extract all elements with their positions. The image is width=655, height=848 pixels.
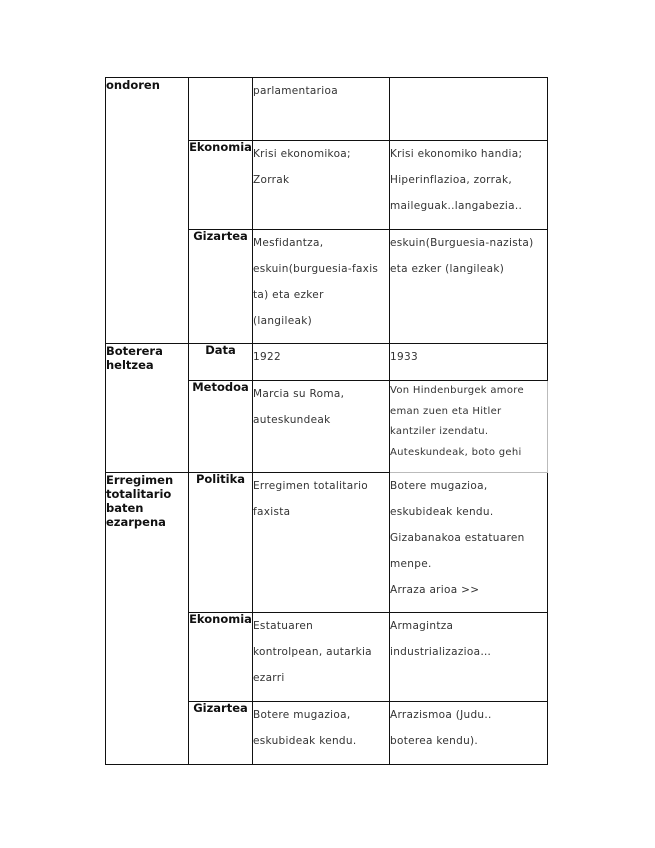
table-row <box>106 473 548 613</box>
table-row <box>106 344 548 381</box>
germany-cell: Von Hindenburgek amore eman zuen eta Hitler kantziler izendatu. Auteskundeak, boto gehi <box>390 381 548 473</box>
history-comparison-table <box>105 77 548 765</box>
category-cell: Erregimen totalitario baten ezarpena <box>106 473 189 765</box>
subcategory-cell: Gizartea <box>189 702 253 765</box>
italy-cell: Marcia su Roma, auteskundeak <box>253 381 390 473</box>
table-row <box>106 78 548 141</box>
italy-cell: Krisi ekonomikoa; Zorrak <box>253 141 390 230</box>
italy-cell: Estatuaren kontrolpean, autarkia ezarri <box>253 613 390 702</box>
germany-cell: Arrazismoa (Judu.. boterea kendu). <box>390 702 548 765</box>
germany-cell: Armagintza industrializazioa… <box>390 613 548 702</box>
italy-cell: Erregimen totalitario faxista <box>253 473 390 613</box>
italy-cell: Mesfidantza, eskuin(burguesia-faxis ta) eta ezker (langileak) <box>253 230 390 344</box>
germany-cell: eskuin(Burguesia-nazista) eta ezker (langileak) <box>390 230 548 344</box>
italy-cell: 1922 <box>253 344 390 381</box>
italy-cell: parlamentarioa <box>253 78 390 141</box>
germany-cell: Krisi ekonomiko handia; Hiperinflazioa, zorrak, maileguak..langabezia.. <box>390 141 548 230</box>
category-cell: ondoren <box>106 78 189 344</box>
germany-cell: 1933 <box>390 344 548 381</box>
subcategory-cell <box>189 78 253 141</box>
subcategory-cell: Metodoa <box>189 381 253 473</box>
category-cell: Boterera heltzea <box>106 344 189 473</box>
subcategory-cell: Ekonomia <box>189 141 253 230</box>
subcategory-cell: Gizartea <box>189 230 253 344</box>
germany-cell: Botere mugazioa, eskubideak kendu. Gizabanakoa estatuaren menpe. Arraza arioa >> <box>390 473 548 613</box>
italy-cell: Botere mugazioa, eskubideak kendu. <box>253 702 390 765</box>
germany-cell <box>390 78 548 141</box>
subcategory-cell: Data <box>189 344 253 381</box>
subcategory-cell: Ekonomia <box>189 613 253 702</box>
subcategory-cell: Politika <box>189 473 253 613</box>
